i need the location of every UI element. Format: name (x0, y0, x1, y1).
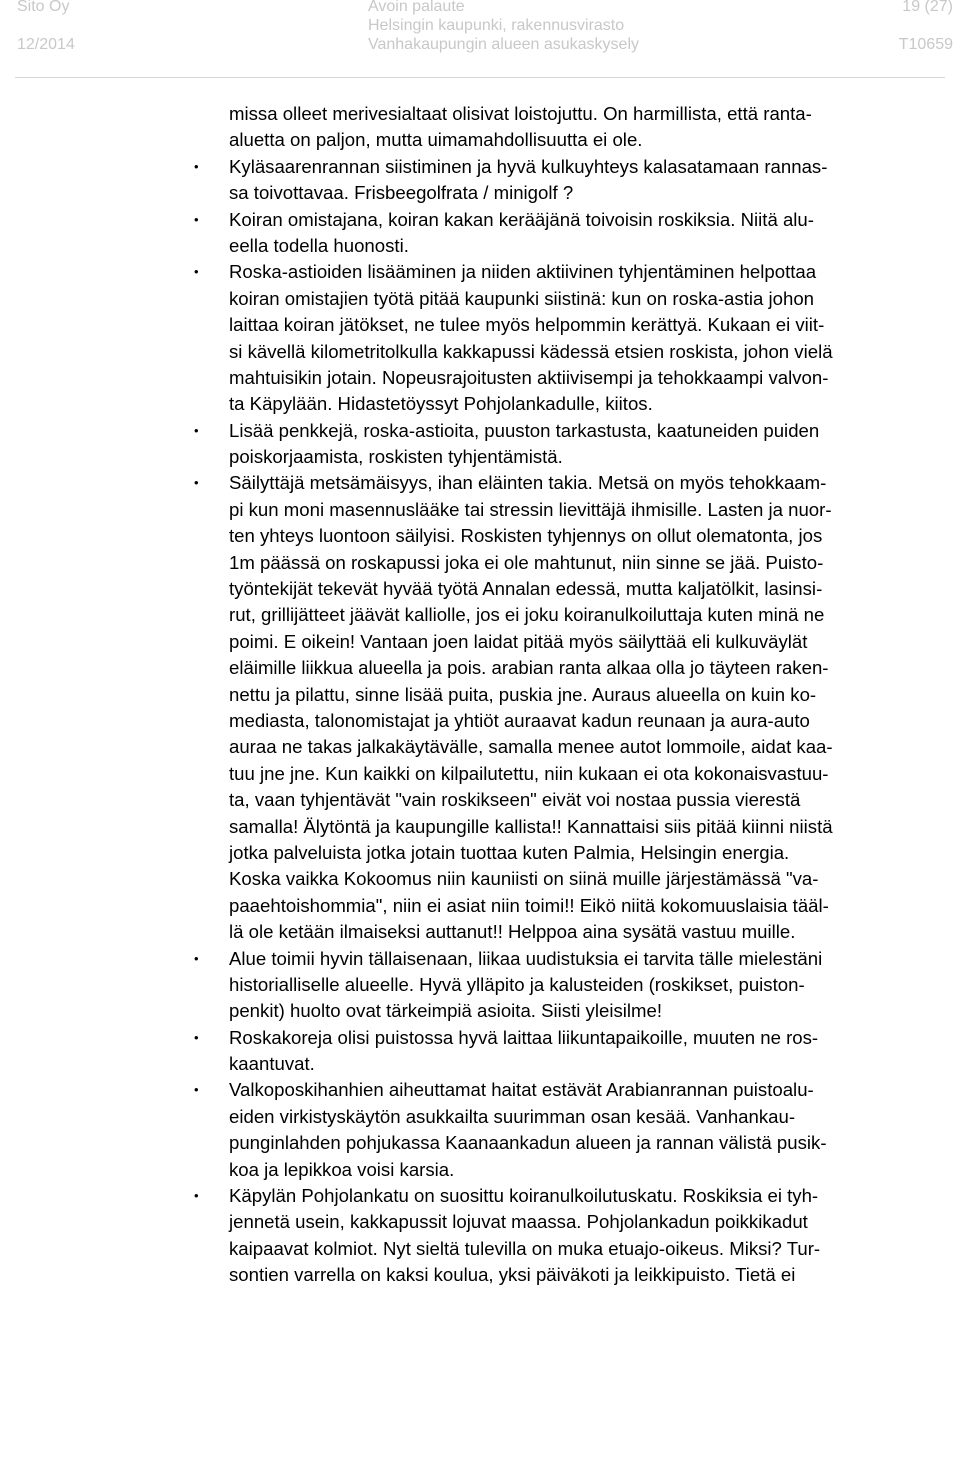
list-item-line: eläimille liikkua alueella ja pois. arabian ranta alkaa olla jo täyteen raken- (229, 657, 829, 679)
list-item-line: Kyläsaarenrannan siistiminen ja hyvä kulkuyhteys kalasatamaan rannas- (229, 155, 828, 177)
page-header (0, 0, 960, 80)
bullet-icon: • (194, 211, 199, 227)
header-title: Avoin palaute (368, 0, 465, 15)
list-item-line: Koska vaikka Kokoomus niin kauniisti on siinä muille järjestämässä "va- (229, 868, 819, 890)
bullet-icon: • (194, 158, 199, 174)
bullet-icon: • (194, 264, 199, 280)
header-survey-name: Vanhakaupungin alueen asukaskysely (368, 36, 640, 53)
list-item-line: poimi. E oikein! Vantaan joen laidat pitää myös säilyttää eli kulkuväylät (229, 630, 808, 652)
list-item-line: Koiran omistajana, koiran kakan kerääjänä toivoisin roskiksia. Niitä alu- (229, 208, 814, 230)
list-item-line: Käpylän Pohjolankatu on suosittu koiranulkoilutuskatu. Roskiksia ei tyh- (229, 1185, 819, 1207)
list-item (194, 946, 904, 1025)
list-item-line: eella todella huonosti. (229, 234, 409, 256)
list-item-line: koiran omistajien työtä pitää kaupunki siistinä: kun on roska-astia johon (229, 287, 814, 309)
list-item-line: paaehtoishommia", niin ei asiat niin toimi!! Eikö niitä kokomuuslaisia tääl- (229, 894, 829, 916)
list-item-line: 1m päässä on roskapussi joka ei ole mahtunut, niin sinne se jää. Puisto- (229, 551, 824, 573)
bullet-icon: • (194, 1029, 199, 1045)
project-code: T10659 (898, 36, 953, 53)
list-item-line: auraa ne takas jalkakäytävälle, samalla menee autot lommoile, aidat kaa- (229, 736, 833, 758)
bullet-icon: • (194, 1188, 199, 1204)
list-item-line: mahtuisikin jotain. Nopeusrajoitusten aktiivisempi ja tehokkaampi valvon- (229, 366, 829, 388)
list-item-line: punginlahden pohjukassa Kaanaankadun alueen ja rannan välistä pusik- (229, 1132, 827, 1154)
bullet-icon: • (194, 1082, 199, 1098)
continued-text-line: aluetta on paljon, mutta uimamahdollisuutta ei ole. (229, 129, 643, 151)
document-body (194, 101, 904, 1289)
list-item (194, 259, 904, 417)
list-item (194, 207, 904, 260)
list-item-line: nettu ja pilattu, sinne lisää puita, puskia jne. Auraus alueella on kuin ko- (229, 683, 817, 705)
list-item-line: jennetä usein, kakkapussit lojuvat maassa. Pohjolankadun poikkikadut (229, 1211, 808, 1233)
list-item-line: poiskorjaamista, roskisten tyhjentämistä. (229, 446, 563, 468)
company-name: Sito Oy (17, 0, 70, 15)
list-item (194, 1077, 904, 1183)
list-item-line: työntekijät tekevät hyvää työtä Annalan edessä, mutta kaljatölkit, lasinsi- (229, 578, 823, 600)
list-item-line: ta Käpylään. Hidastetöyssyt Pohjolankadulle, kiitos. (229, 393, 653, 415)
list-item-line: Säilyttäjä metsämäisyys, ihan eläinten takia. Metsä on myös tehokkaam- (229, 472, 827, 494)
list-item-line: Valkoposkihanhien aiheuttamat haitat estävät Arabianrannan puistoalu- (229, 1079, 814, 1101)
list-item-line: kaantuvat. (229, 1053, 315, 1075)
page-number: 19 (27) (902, 0, 953, 15)
report-date: 12/2014 (17, 36, 75, 53)
list-item (194, 1183, 904, 1289)
list-item (194, 1025, 904, 1078)
list-item-line: pi kun moni masennuslääke tai stressin lievittäjä ihmisille. Lasten ja nuor- (229, 498, 832, 520)
list-item (194, 154, 904, 207)
header-divider (15, 77, 945, 78)
list-item-line: kaipaavat kolmiot. Nyt sieltä tulevilla on muka etuajo-oikeus. Miksi? Tur- (229, 1237, 821, 1259)
list-item-line: penkit) huolto ovat tärkeimpiä asioita. Siisti yleisilme! (229, 1000, 663, 1022)
bullet-icon: • (194, 950, 199, 966)
list-item-line: koa ja lepikkoa voisi karsia. (229, 1158, 455, 1180)
list-item-line: rut, grillijätteet jäävät kalliolle, jos ei joku koiranulkoiluttaja kuten minä ne (229, 604, 825, 626)
list-item-line: lä ole ketään ilmaiseksi auttanut!! Helppoa aina sysätä vastuu muille. (229, 921, 796, 943)
list-item-line: samalla! Älytöntä ja kaupungille kallista!! Kannattaisi siis pitää kiinni niistä (229, 815, 833, 837)
list-item (194, 418, 904, 471)
list-item-line: sa toivottavaa. Frisbeegolfrata / minigolf ? (229, 182, 574, 204)
bullet-icon: • (194, 475, 199, 491)
list-item-line: tuu jne jne. Kun kaikki on kilpailutettu, niin kukaan ei ota kokonaisvastuu- (229, 762, 829, 784)
list-item-line: historialliselle alueelle. Hyvä ylläpito ja kalusteiden (roskikset, puiston- (229, 973, 805, 995)
list-item-line: sontien varrella on kaksi koulua, yksi päiväkoti ja leikkipuisto. Tietä ei (229, 1264, 796, 1286)
continued-text-line: missa olleet merivesialtaat olisivat loistojuttu. On harmillista, että ranta- (229, 103, 812, 124)
list-item-line: laittaa koiran jätökset, ne tulee myös helpommin kerättyä. Kukaan ei viit- (229, 314, 825, 336)
list-item-line: jotka palveluista jotka jotain tuottaa kuten Palmia, Helsingin energia. (229, 841, 790, 863)
list-item-line: ten yhteys luontoon säilyisi. Roskisten tyhjennys on ollut olematonta, jos (229, 525, 823, 547)
list-item-line: Alue toimii hyvin tällaisenaan, liikaa uudistuksia ei tarvita tälle mielestäni (229, 947, 823, 969)
header-client: Helsingin kaupunki, rakennusvirasto (368, 17, 625, 34)
list-item (194, 470, 904, 945)
list-item-line: ta, vaan tyhjentävät "vain roskikseen" eivät voi nostaa pussia vierestä (229, 789, 801, 811)
list-item-line: si kävellä kilometritolkulla kakkapussi kädessä etsien roskista, johon vielä (229, 340, 833, 362)
bullet-icon: • (194, 422, 199, 438)
list-item-line: Lisää penkkejä, roska-astioita, puuston tarkastusta, kaatuneiden puiden (229, 419, 820, 441)
list-item-line: Roska-astioiden lisääminen ja niiden aktiivinen tyhjentäminen helpottaa (229, 261, 817, 283)
list-item-line: eiden virkistyskäytön asukkailta suurimman osan kesää. Vanhankau- (229, 1105, 796, 1127)
list-item-line: Roskakoreja olisi puistossa hyvä laittaa liikuntapaikoille, muuten ne ros- (229, 1026, 819, 1048)
list-item-line: mediasta, talonomistajat ja yhtiöt auraavat kadun reunaan ja aura-auto (229, 709, 810, 731)
